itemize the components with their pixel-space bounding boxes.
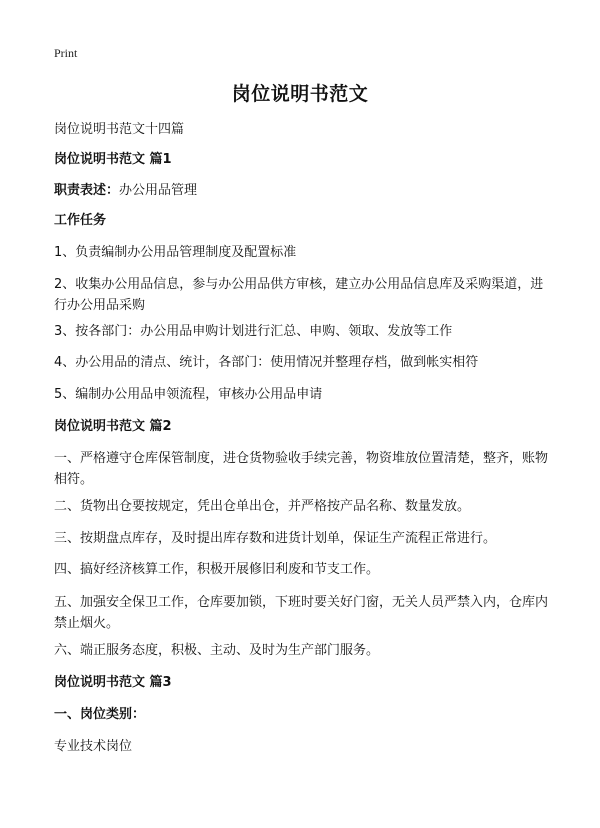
section-3-heading: 岗位说明书范文 篇3 — [54, 675, 172, 690]
section-1-item: 4、办公用品的清点、统计，各部门：使用情况并整理存档，做到帐实相符 — [54, 355, 479, 370]
section-1-item: 3、按各部门：办公用品申购计划进行汇总、申购、领取、发放等工作 — [54, 324, 453, 339]
section-1-heading: 岗位说明书范文 篇1 — [54, 152, 172, 167]
section-1-item: 1、负责编制办公用品管理制度及配置标准 — [54, 245, 297, 260]
section-1-item: 5、编制办公用品申领流程，审核办公用品申请 — [54, 387, 323, 402]
section-2-item: 一、严格遵守仓库保管制度，进仓货物验收手续完善，物资堆放位置清楚，整齐，账物相符。 — [54, 451, 549, 487]
section-2-item: 四、搞好经济核算工作，积极开展修旧利废和节支工作。 — [54, 562, 380, 577]
section-2-item: 六、端正服务态度，积极、主动、及时为生产部门服务。 — [54, 643, 380, 658]
category-value: 专业技术岗位 — [54, 739, 133, 754]
tasks-heading: 工作任务 — [54, 213, 107, 228]
category-label: 一、岗位类别： — [54, 707, 146, 722]
duty-label: 职责表述： — [54, 183, 120, 198]
section-2-heading: 岗位说明书范文 篇2 — [54, 419, 172, 434]
document-title: 岗位说明书范文 — [231, 83, 369, 105]
duty-statement — [54, 181, 554, 201]
duty-value: 办公用品管理 — [119, 183, 198, 198]
section-2-item: 五、加强安全保卫工作，仓库要加锁，下班时要关好门窗，无关人员严禁入内，仓库内禁止烟火。 — [54, 595, 549, 631]
section-2-item: 二、货物出仓要按规定，凭出仓单出仓，并严格按产品名称、数量发放。 — [54, 499, 471, 514]
section-2-item: 三、按期盘点库存，及时提出库存数和进货计划单，保证生产流程正常进行。 — [54, 531, 497, 546]
document-subtitle: 岗位说明书范文十四篇 — [54, 122, 185, 137]
section-1-item: 2、收集办公用品信息，参与办公用品供方审核，建立办公用品信息库及采购渠道，进行办公用品采购 — [54, 277, 544, 313]
print-label: Print — [54, 46, 78, 60]
